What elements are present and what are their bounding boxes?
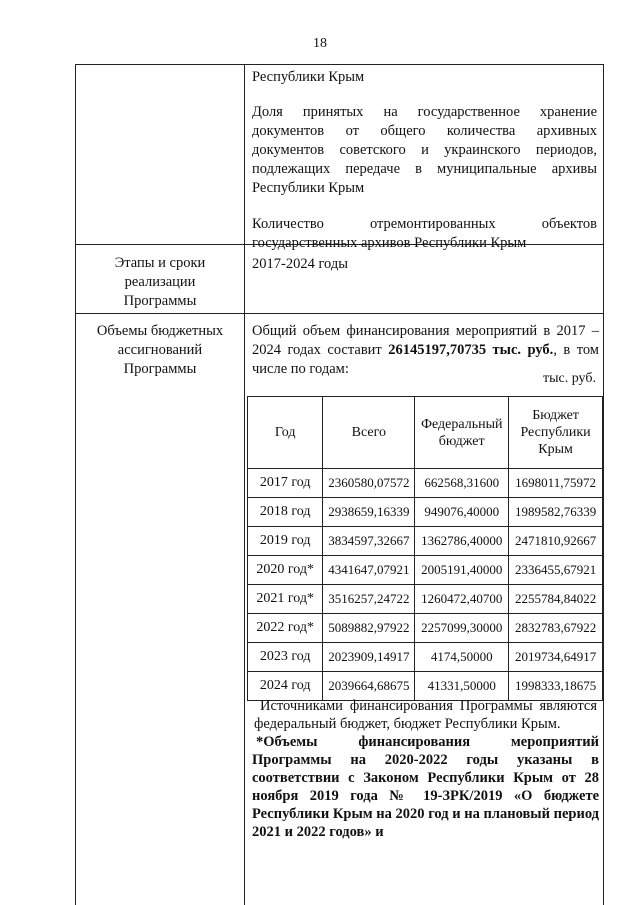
cell-crimea: 2019734,64917	[509, 643, 603, 672]
indicators-cell	[252, 68, 597, 263]
indicator-text-crimea: Республики Крым	[252, 69, 365, 85]
table-row	[248, 614, 603, 643]
table-row	[248, 527, 603, 556]
financing-note	[252, 733, 599, 841]
table-row	[248, 469, 603, 498]
stages-value: 2017-2024 годы	[252, 256, 348, 272]
cell-year: 2020 год*	[248, 556, 323, 585]
cell-total: 2039664,68675	[323, 672, 415, 701]
financing-note-text: *Объемы финансирования мероприятий Программы на 2020-2022 годы указаны в соответствии с Законом Республики Крым от 28 ноября 2019 года № 19-ЗРК/2019 «О бюджете Республики Крым на 2020 год и на плановый период 2021 и 2022 годов» и	[252, 734, 599, 840]
cell-year: 2018 год	[248, 498, 323, 527]
cell-total: 2938659,16339	[323, 498, 415, 527]
units-label: тыс. руб.	[543, 371, 596, 386]
cell-federal: 662568,31600	[415, 469, 509, 498]
cell-total: 3516257,24722	[323, 585, 415, 614]
header-total: Всего	[323, 397, 415, 469]
budget-intro-after: , в том числе по годам:	[252, 342, 599, 377]
cell-year: 2024 год	[248, 672, 323, 701]
cell-year: 2023 год	[248, 643, 323, 672]
cell-federal: 4174,50000	[415, 643, 509, 672]
table-row	[248, 643, 603, 672]
column-divider	[244, 64, 245, 905]
table-row	[248, 585, 603, 614]
cell-year: 2021 год*	[248, 585, 323, 614]
row-divider-2	[75, 313, 604, 314]
cell-total: 5089882,97922	[323, 614, 415, 643]
cell-total: 3834597,32667	[323, 527, 415, 556]
cell-federal: 949076,40000	[415, 498, 509, 527]
budget-label: Объемы бюджетных ассигнований Программы	[96, 323, 224, 377]
cell-federal: 2005191,40000	[415, 556, 509, 585]
table-row	[248, 556, 603, 585]
financing-table	[247, 396, 603, 701]
financing-table-header	[248, 397, 603, 469]
cell-crimea: 2336455,67921	[509, 556, 603, 585]
cell-federal: 2257099,30000	[415, 614, 509, 643]
cell-total: 2023909,14917	[323, 643, 415, 672]
indicator-archive-share: Доля принятых на государственное хранение документов от общего количества архивных документов советского и украинского периодов, подлежащих передаче в муниципальные архивы Республики Крым	[252, 104, 597, 196]
page-number: 18	[313, 36, 327, 51]
header-crimea: Бюджет Республики Крым	[509, 397, 603, 469]
financing-sources: Источниками финансирования Программы являются федеральный бюджет, бюджет Республики Крым.	[254, 698, 597, 732]
indicator-repaired-objects: Количество отремонтированных объектов государственных архивов Республики Крым	[252, 216, 597, 251]
table-border-right	[603, 64, 604, 905]
cell-year: 2022 год*	[248, 614, 323, 643]
cell-federal: 1260472,40700	[415, 585, 509, 614]
header-federal: Федеральный бюджет	[415, 397, 509, 469]
table-border-left	[75, 64, 76, 905]
cell-crimea: 2832783,67922	[509, 614, 603, 643]
cell-crimea: 1698011,75972	[509, 469, 603, 498]
cell-year: 2017 год	[248, 469, 323, 498]
table-border-top	[75, 64, 604, 65]
table-row	[248, 498, 603, 527]
cell-crimea: 1998333,18675	[509, 672, 603, 701]
header-year: Год	[248, 397, 323, 469]
cell-federal: 1362786,40000	[415, 527, 509, 556]
stages-label: Этапы и сроки реализации Программы	[114, 255, 206, 309]
budget-intro-before: Общий объем финансирования мероприятий в 2017 – 2024 годах составит	[252, 323, 599, 358]
budget-total-amount: 26145197,70735 тыс. руб.	[388, 342, 554, 358]
cell-year: 2019 год	[248, 527, 323, 556]
cell-total: 4341647,07921	[323, 556, 415, 585]
cell-crimea: 2255784,84022	[509, 585, 603, 614]
cell-federal: 41331,50000	[415, 672, 509, 701]
cell-crimea: 1989582,76339	[509, 498, 603, 527]
cell-total: 2360580,07572	[323, 469, 415, 498]
cell-crimea: 2471810,92667	[509, 527, 603, 556]
